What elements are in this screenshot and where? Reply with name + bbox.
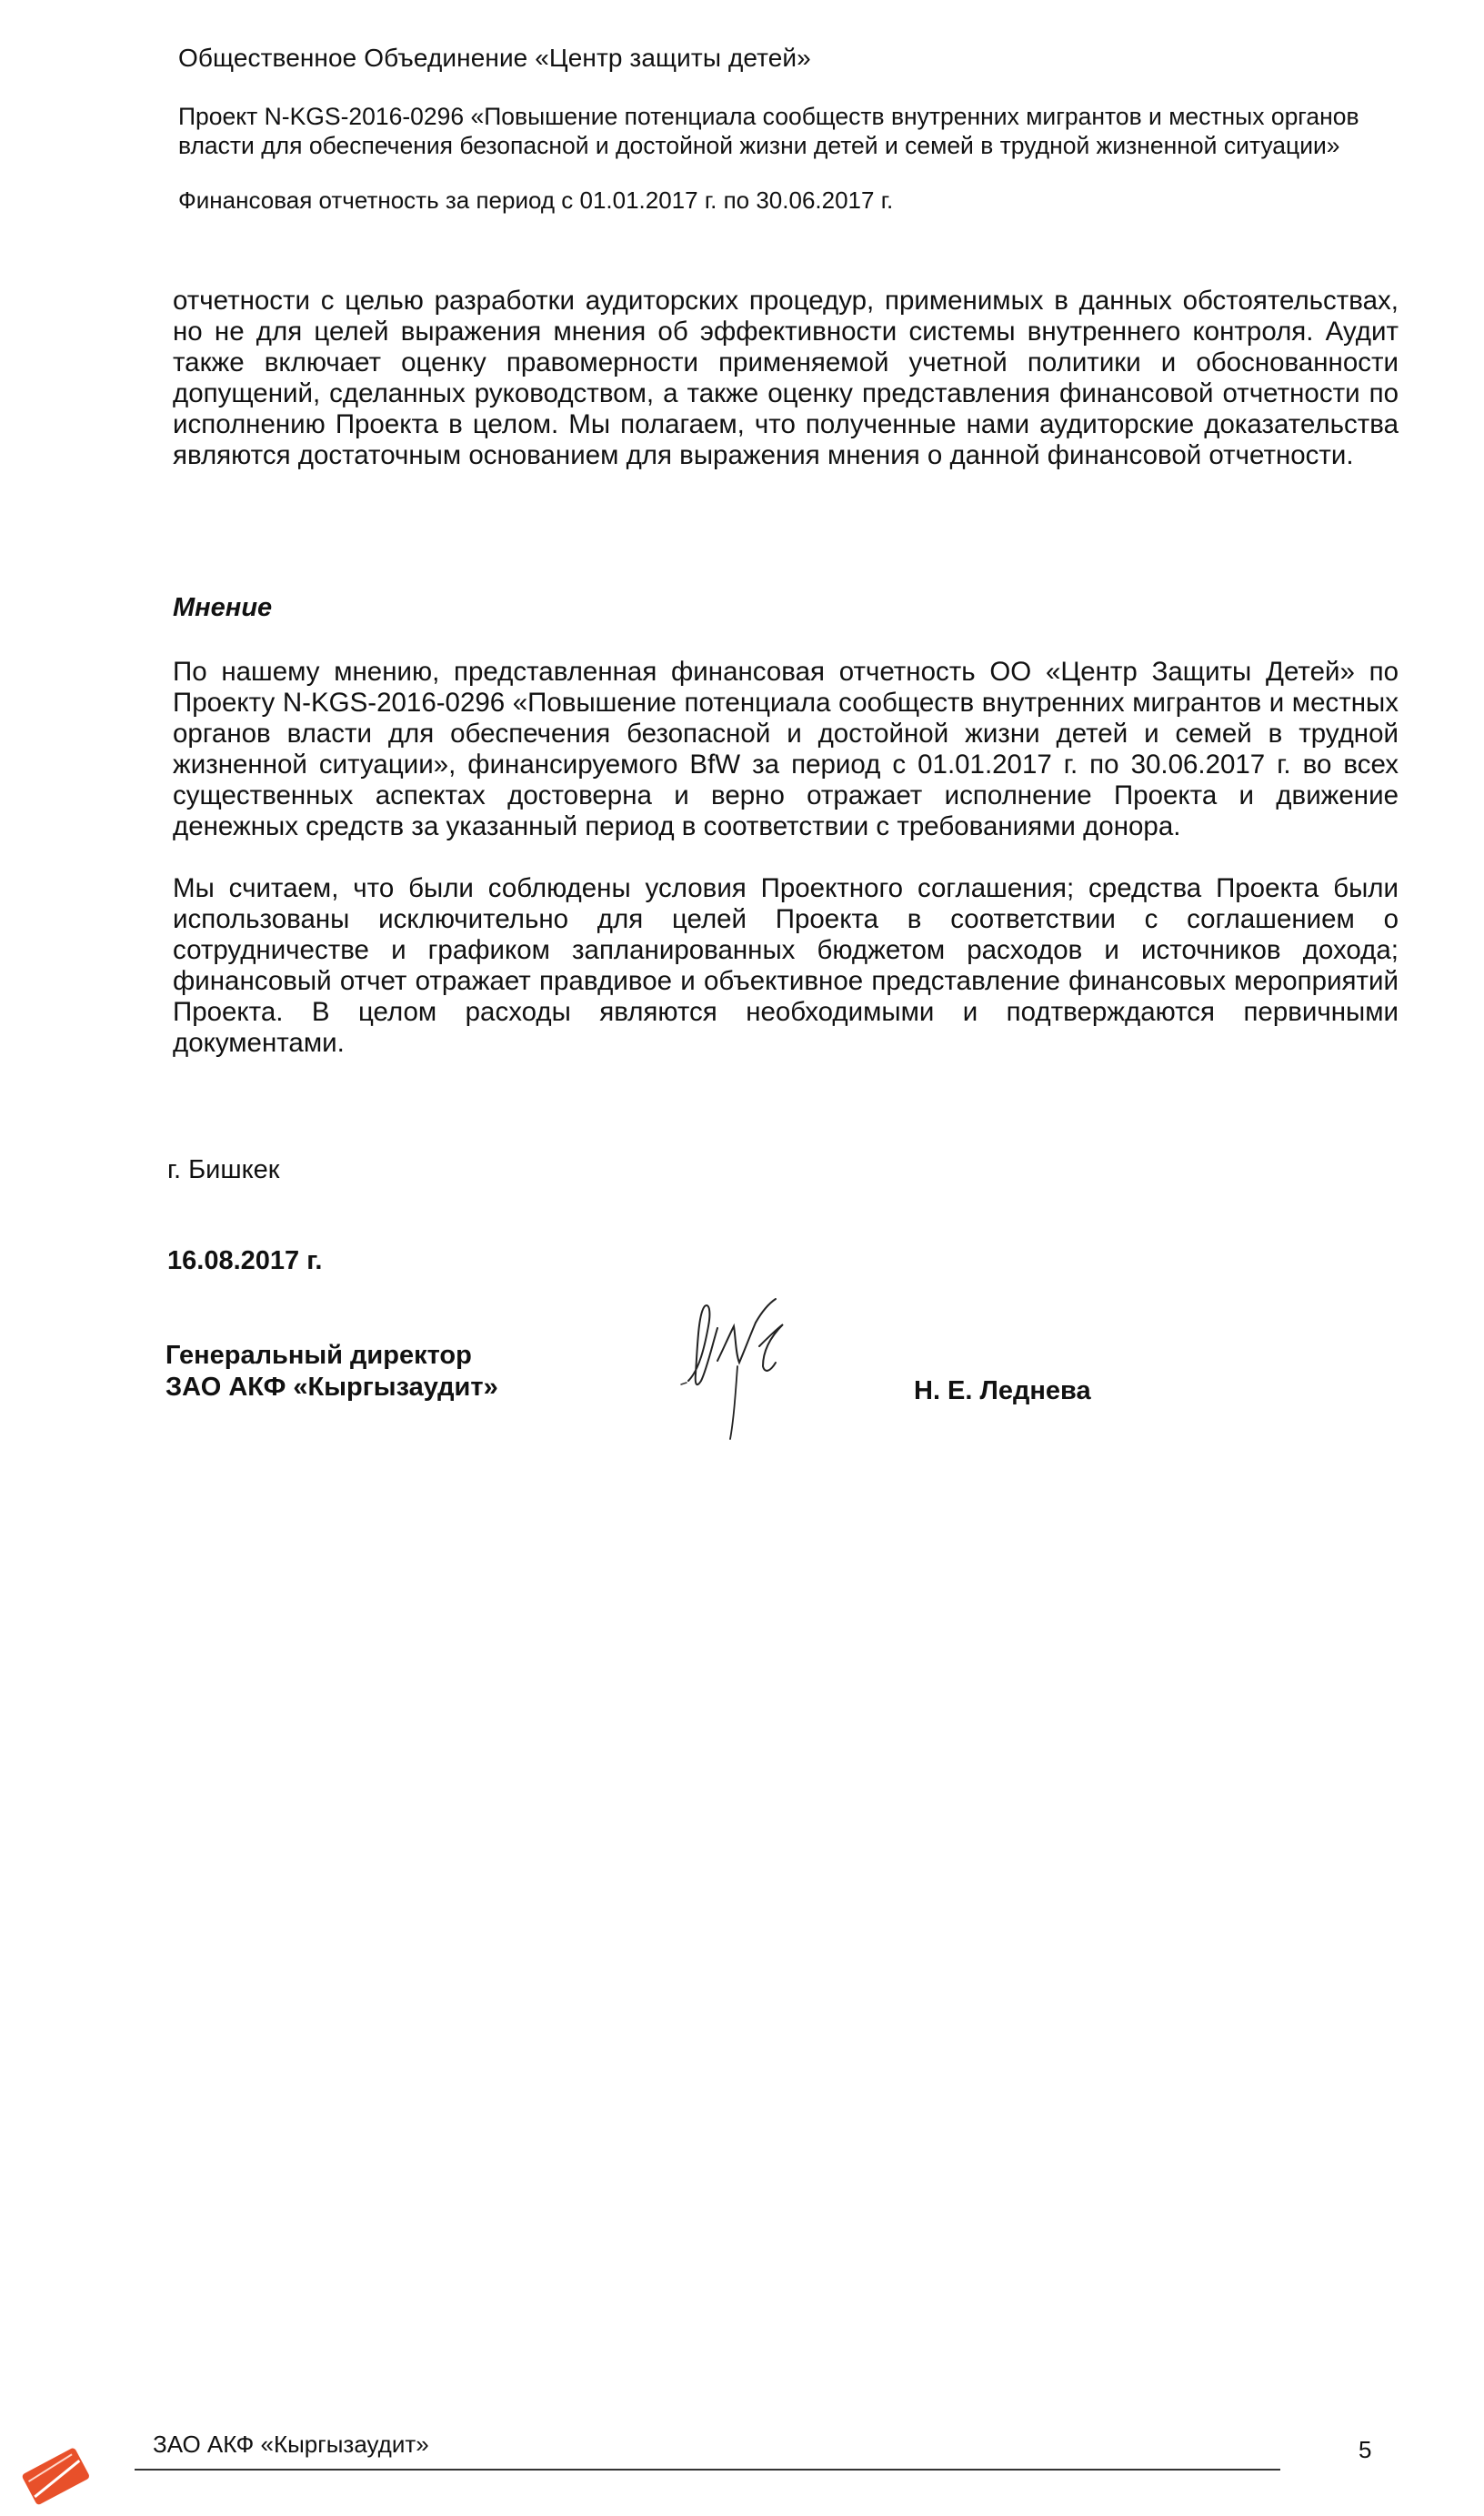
report-date: 16.08.2017 г. — [167, 1246, 323, 1275]
opinion-heading: Мнение — [173, 593, 273, 622]
page-number: 5 — [1359, 2436, 1372, 2463]
company-logo — [7, 2438, 116, 2511]
signatory-name: Н. Е. Леднева — [914, 1376, 1091, 1405]
header-reporting-period: Финансовая отчетность за период с 01.01.2017 г. по 30.06.2017 г. — [178, 186, 894, 214]
compliance-paragraph: Мы считаем, что были соблюдены условия Проектного соглашения; средства Проекта были использованы исключительно для целей Проекта в соответствии с соглашением о сотрудничестве и графиком запланированных бюджетом расходов и источников дохода; финансовый отчет отражает правдивое и объективное представление финансовых мероприятий Проекта. В целом расходы являются необходимыми и подтверждаются первичными документами. — [173, 873, 1399, 1058]
city: г. Бишкек — [167, 1155, 280, 1184]
handwritten-signature — [668, 1283, 850, 1446]
header-project-title: Проект N-KGS-2016-0296 «Повышение потенциала сообществ внутренних мигрантов и местных органов власти для обеспечения безопасной и достойной жизни детей и семей в трудной жизненной ситуации» — [178, 103, 1359, 159]
company-line: ЗАО АКФ «Кыргызаудит» — [165, 1373, 498, 1402]
header-organization: Общественное Объединение «Центр защиты детей» — [178, 44, 811, 72]
signatory-position — [165, 1340, 498, 1404]
position-line: Генеральный директор — [165, 1341, 472, 1370]
footer-company: ЗАО АКФ «Кыргызаудит» — [153, 2430, 429, 2458]
audit-scope-paragraph: отчетности с целью разработки аудиторских процедур, применимых в данных обстоятельствах, но не для целей выражения мнения об эффективности системы внутреннего контроля. Аудит также включает оценку правомерности применяемой учетной политики и обоснованности допущений, сделанных руководством, а также оценку представления финансовой отчетности по исполнению Проекта в целом. Мы полагаем, что полученные нами аудиторские доказательства являются достаточным основанием для выражения мнения о данной финансовой отчетности. — [173, 286, 1399, 470]
opinion-paragraph: По нашему мнению, представленная финансовая отчетность ОО «Центр Защиты Детей» по Проекту N-KGS-2016-0296 «Повышение потенциала сообществ внутренних мигрантов и местных органов власти для обеспечения безопасной и достойной жизни детей и семей в трудной жизненной ситуации», финансируемого BfW за период с 01.01.2017 г. по 30.06.2017 г. во всех существенных аспектах достоверна и верно отражает исполнение Проекта и движение денежных средств за указанный период в соответствии с требованиями донора. — [173, 657, 1399, 841]
footer-divider — [135, 2469, 1280, 2471]
